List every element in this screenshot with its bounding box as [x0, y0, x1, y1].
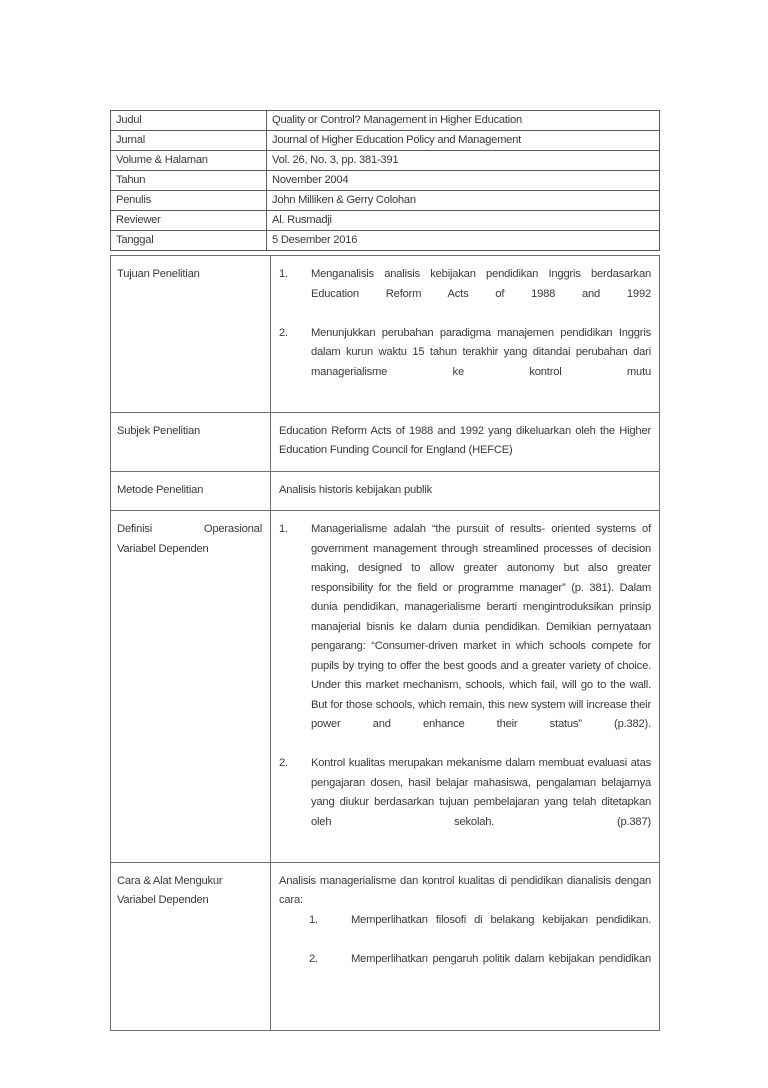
- table-row: [111, 151, 660, 171]
- list-item: [279, 520, 651, 754]
- list-item: [309, 911, 651, 950]
- paragraph: Analisis historis kebijakan publik: [279, 483, 433, 496]
- table-row: [111, 191, 660, 211]
- list-item: [279, 324, 651, 402]
- table-row-subjek-penelitian: [111, 412, 660, 471]
- list-item: [279, 265, 651, 324]
- list-marker: 1.: [279, 268, 288, 280]
- table-row-definisi-operasional: [111, 511, 660, 863]
- table-row: [111, 211, 660, 231]
- row-label-tujuan-penelitian: [111, 256, 271, 413]
- list-item-text: Memperlihatkan pengaruh politik dalam kebijakan pendidikan: [351, 952, 651, 965]
- list-item-text: Managerialisme adalah “the pursuit of results- oriented systems of government management through streamlined processes of decision making, designed to allow greater autonomy but also greater responsibility for the field or programme manager” (p. 381). Dalam dunia pendidikan, managerialisme berarti mengintroduksikan prinsip manajerial bisnis ke dalam dunia pendidikan. Demikian pernyataan pengarang: “Consumer-driven market in which schools compete for pupils by trying to offer the best goods and a greater variety of choice. Under this market mechanism, schools, which fail, will go to the wall. But for those schools, which remain, this new system will increase their power and enhance their status” (p.382).: [311, 523, 651, 730]
- table-row-cara-alat-mengukur: [111, 862, 660, 1030]
- table-row-metode-penelitian: [111, 471, 660, 511]
- meta-value-penulis: John Milliken & Gerry Colohan: [267, 191, 660, 211]
- list-item-text: Memperlihatkan filosofi di belakang kebijakan pendidikan.: [351, 913, 651, 926]
- list-marker: 2.: [279, 326, 288, 339]
- table-row: [111, 171, 660, 191]
- paragraph: Education Reform Acts of 1988 and 1992 yang dikeluarkan oleh the Higher Education Funding Council for England (HEFCE): [279, 424, 651, 456]
- meta-key-reviewer: Reviewer: [111, 211, 267, 231]
- meta-value-judul: Quality or Control? Management in Higher Education: [267, 111, 660, 131]
- table-row: [111, 111, 660, 131]
- list-item: [309, 950, 651, 989]
- row-content-cara-alat-mengukur: [271, 862, 660, 1030]
- list-item-text: Kontrol kualitas merupakan mekanisme dalam membuat evaluasi atas pengajaran dosen, hasil belajar mahasiswa, pengalaman belajarnya yang diukur berdasarkan tujuan pembelajaran yang telah ditetapkan oleh sekolah. (p.387): [311, 757, 651, 828]
- list-marker: 2.: [279, 757, 288, 769]
- meta-key-tanggal: Tanggal: [111, 231, 267, 251]
- meta-key-penulis: Penulis: [111, 191, 267, 211]
- ordered-list-sub: [279, 911, 651, 989]
- ordered-list: [279, 265, 651, 402]
- ordered-list: [279, 520, 651, 852]
- table-row: [111, 131, 660, 151]
- list-marker: 1.: [279, 523, 288, 535]
- meta-key-volume-halaman: Volume & Halaman: [111, 151, 267, 171]
- table-row: [111, 231, 660, 251]
- row-content-definisi-operasional: [271, 511, 660, 863]
- row-label-definisi-operasional: [111, 511, 271, 863]
- list-item-text: Menganalisis analisis kebijakan pendidikan Inggris berdasarkan Education Reform Acts of 1988 and 1992: [311, 268, 651, 300]
- row-content-metode-penelitian: [271, 471, 660, 511]
- row-label-subjek-penelitian: [111, 412, 271, 471]
- meta-value-volume-halaman: Vol. 26, No. 3, pp. 381-391: [267, 151, 660, 171]
- meta-value-jurnal: Journal of Higher Education Policy and Management: [267, 131, 660, 151]
- journal-review-table: [110, 255, 660, 1031]
- row-label-cara-alat-mengukur: [111, 862, 271, 1030]
- meta-key-tahun: Tahun: [111, 171, 267, 191]
- meta-key-jurnal: Jurnal: [111, 131, 267, 151]
- meta-key-judul: Judul: [111, 111, 267, 131]
- list-item: [279, 754, 651, 852]
- label-text-line-2: Variabel Dependen: [117, 542, 209, 555]
- meta-value-tanggal: 5 Desember 2016: [267, 231, 660, 251]
- meta-value-reviewer: Al. Rusmadji: [267, 211, 660, 231]
- paragraph-intro: Analisis managerialisme dan kontrol kualitas di pendidikan dianalisis dengan cara:: [279, 874, 651, 906]
- article-metadata-table: [110, 110, 660, 251]
- label-text-line-1: Cara & Alat Mengukur: [117, 874, 223, 887]
- list-marker: 1.: [309, 913, 318, 926]
- row-content-tujuan-penelitian: [271, 256, 660, 413]
- label-text-line-2: Variabel Dependen: [117, 894, 209, 906]
- row-label-metode-penelitian: [111, 471, 271, 511]
- list-item-text: Menunjukkan perubahan paradigma manajemen pendidikan Inggris dalam kurun waktu 15 tahun terakhir yang ditandai perubahan dari managerialisme ke kontrol mutu: [311, 326, 651, 378]
- label-text: Tujuan Penelitian: [117, 268, 200, 280]
- row-content-subjek-penelitian: [271, 412, 660, 471]
- table-row-tujuan-penelitian: [111, 256, 660, 413]
- list-marker: 2.: [309, 952, 318, 965]
- label-text: Subjek Penelitian: [117, 424, 201, 437]
- meta-value-tahun: November 2004: [267, 171, 660, 191]
- label-text-line-1: Definisi Operasional: [117, 523, 262, 535]
- label-text: Metode Penelitian: [117, 483, 204, 496]
